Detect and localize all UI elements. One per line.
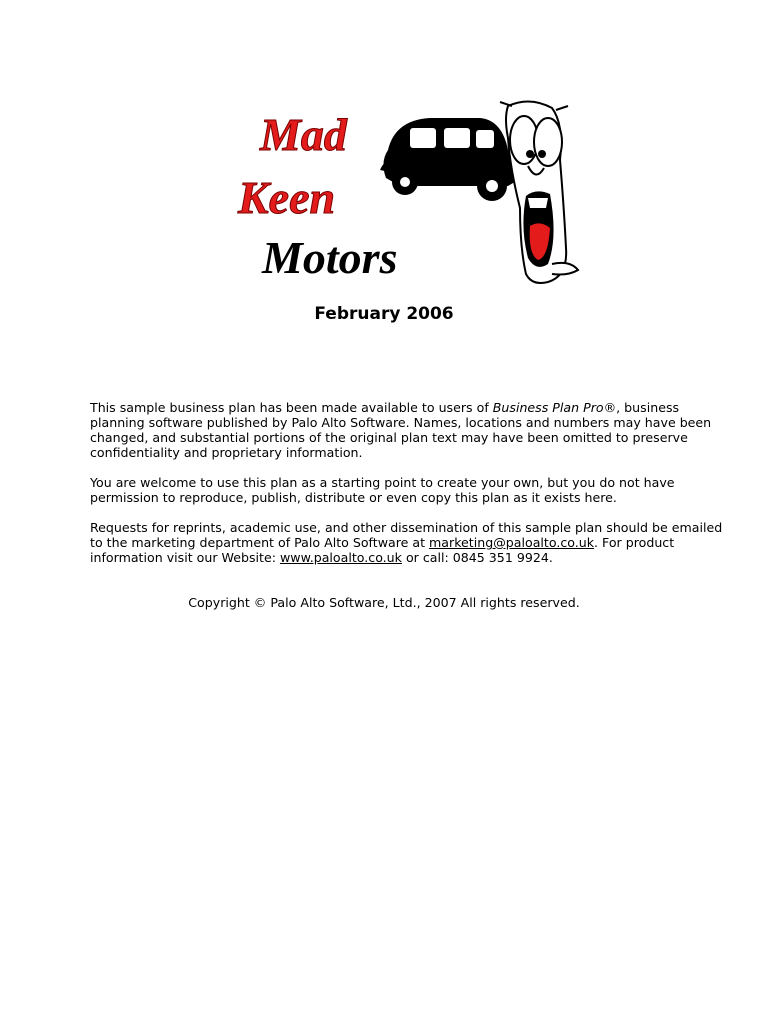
logo-text-mad: Mad (260, 109, 347, 160)
website-link[interactable]: www.paloalto.co.uk (279, 550, 402, 565)
paragraph-text: You are welcome to use this plan as a starting point to create your own, but you do not have permission to reproduce, publish, distribute or even copy this plan as it exists here. (90, 475, 675, 505)
paragraph-text: This sample business plan has been made available to users of (90, 400, 493, 415)
paragraph-text: Requests for reprints, academic use, and other dissemination of this sample plan should be emailed to the marketing department of Palo Alto Software at (90, 520, 723, 550)
paragraph-text: , business planning software published by Palo Alto Software. Names, locations and numbers may have been changed, and substantial portions of the original plan text may have been omitted to preserve confidentiality and proprietary information. (90, 400, 712, 460)
logo-text-motors: Motors (262, 232, 398, 283)
contact-paragraph (90, 520, 730, 565)
permission-paragraph (90, 475, 730, 505)
disclaimer-paragraph (90, 400, 730, 460)
paragraph-text: or call: 0845 351 9924. (401, 550, 553, 565)
email-link[interactable]: marketing@paloalto.co.uk (429, 535, 595, 550)
car-icon (380, 118, 519, 201)
mad-keen-motors-logo (230, 98, 580, 290)
paragraph-text: . For product information visit our Website: (90, 535, 675, 565)
product-name: Business Plan Pro® (492, 400, 617, 415)
cartoon-face-icon (500, 101, 578, 283)
document-date: February 2006 (314, 304, 454, 324)
copyright-notice: Copyright © Palo Alto Software, Ltd., 2007 All rights reserved. (188, 595, 580, 610)
logo-text-keen: Keen (238, 172, 336, 223)
